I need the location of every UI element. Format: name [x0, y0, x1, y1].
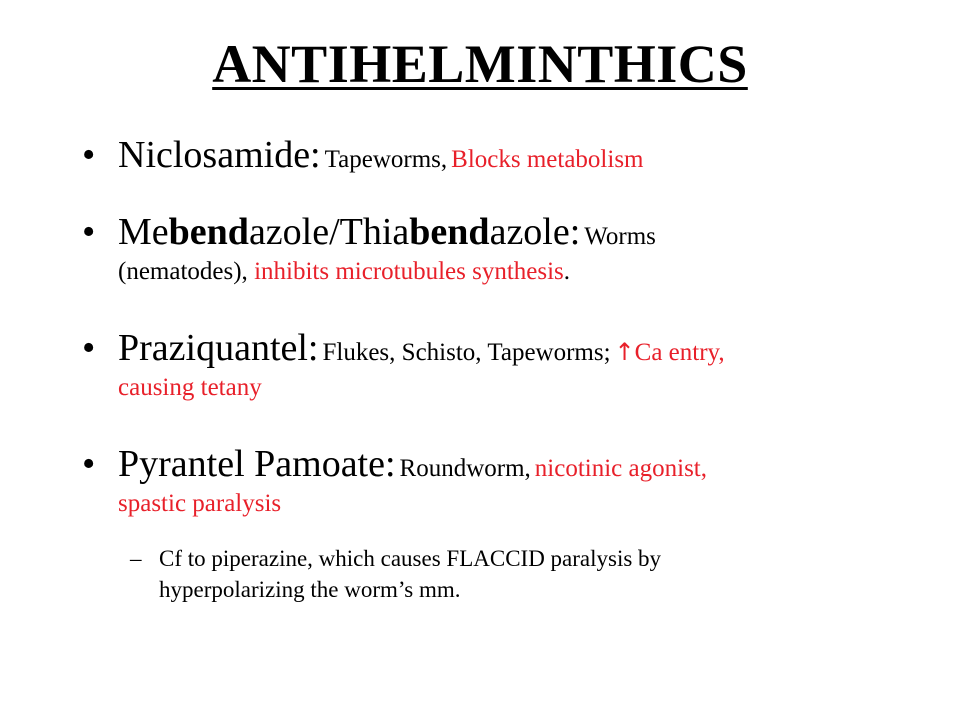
drug-mechanism: ↑Ca entry, [614, 338, 725, 366]
drug-target-cont: (nematodes), [118, 258, 248, 285]
sub-bullet-marker: – [130, 546, 142, 571]
bullet-marker: • [82, 134, 96, 176]
up-arrow-icon: ↑ [614, 338, 635, 366]
bullet-niclosamide [82, 133, 942, 177]
bullet-mebendazole [82, 210, 942, 290]
drug-target: Roundworm, [399, 455, 531, 482]
drug-mechanism: inhibits microtubules synthesis [254, 258, 564, 285]
drug-name: Pyrantel Pamoate: [118, 443, 396, 485]
sub-item-piperazine [130, 543, 930, 605]
drug-mechanism: Blocks metabolism [451, 146, 644, 173]
sub-item-line: hyperpolarizing the worm’s mm. [159, 577, 461, 602]
slide-title: ANTIHELMINTHICS [212, 34, 748, 94]
drug-target: Flukes, Schisto, Tapeworms; [322, 339, 611, 366]
drug-mechanism-cont: causing tetany [118, 374, 262, 401]
drug-name: Mebendazole/Thiabendazole: [118, 211, 581, 253]
drug-target: Worms [584, 223, 656, 250]
bullet-praziquantel [82, 326, 942, 406]
drug-name: Praziquantel: [118, 327, 319, 369]
drug-name: Niclosamide: [118, 134, 321, 176]
bullet-marker: • [82, 211, 96, 253]
bullet-marker: • [82, 327, 96, 369]
drug-mechanism: nicotinic agonist, [534, 455, 707, 482]
drug-mechanism-cont: spastic paralysis [118, 490, 282, 517]
bullet-pyrantel [82, 442, 942, 522]
drug-target: Tapeworms, [324, 146, 448, 173]
sub-item-line: Cf to piperazine, which causes FLACCID paralysis by [159, 546, 662, 571]
bullet-marker: • [82, 443, 96, 485]
period: . [563, 258, 571, 285]
